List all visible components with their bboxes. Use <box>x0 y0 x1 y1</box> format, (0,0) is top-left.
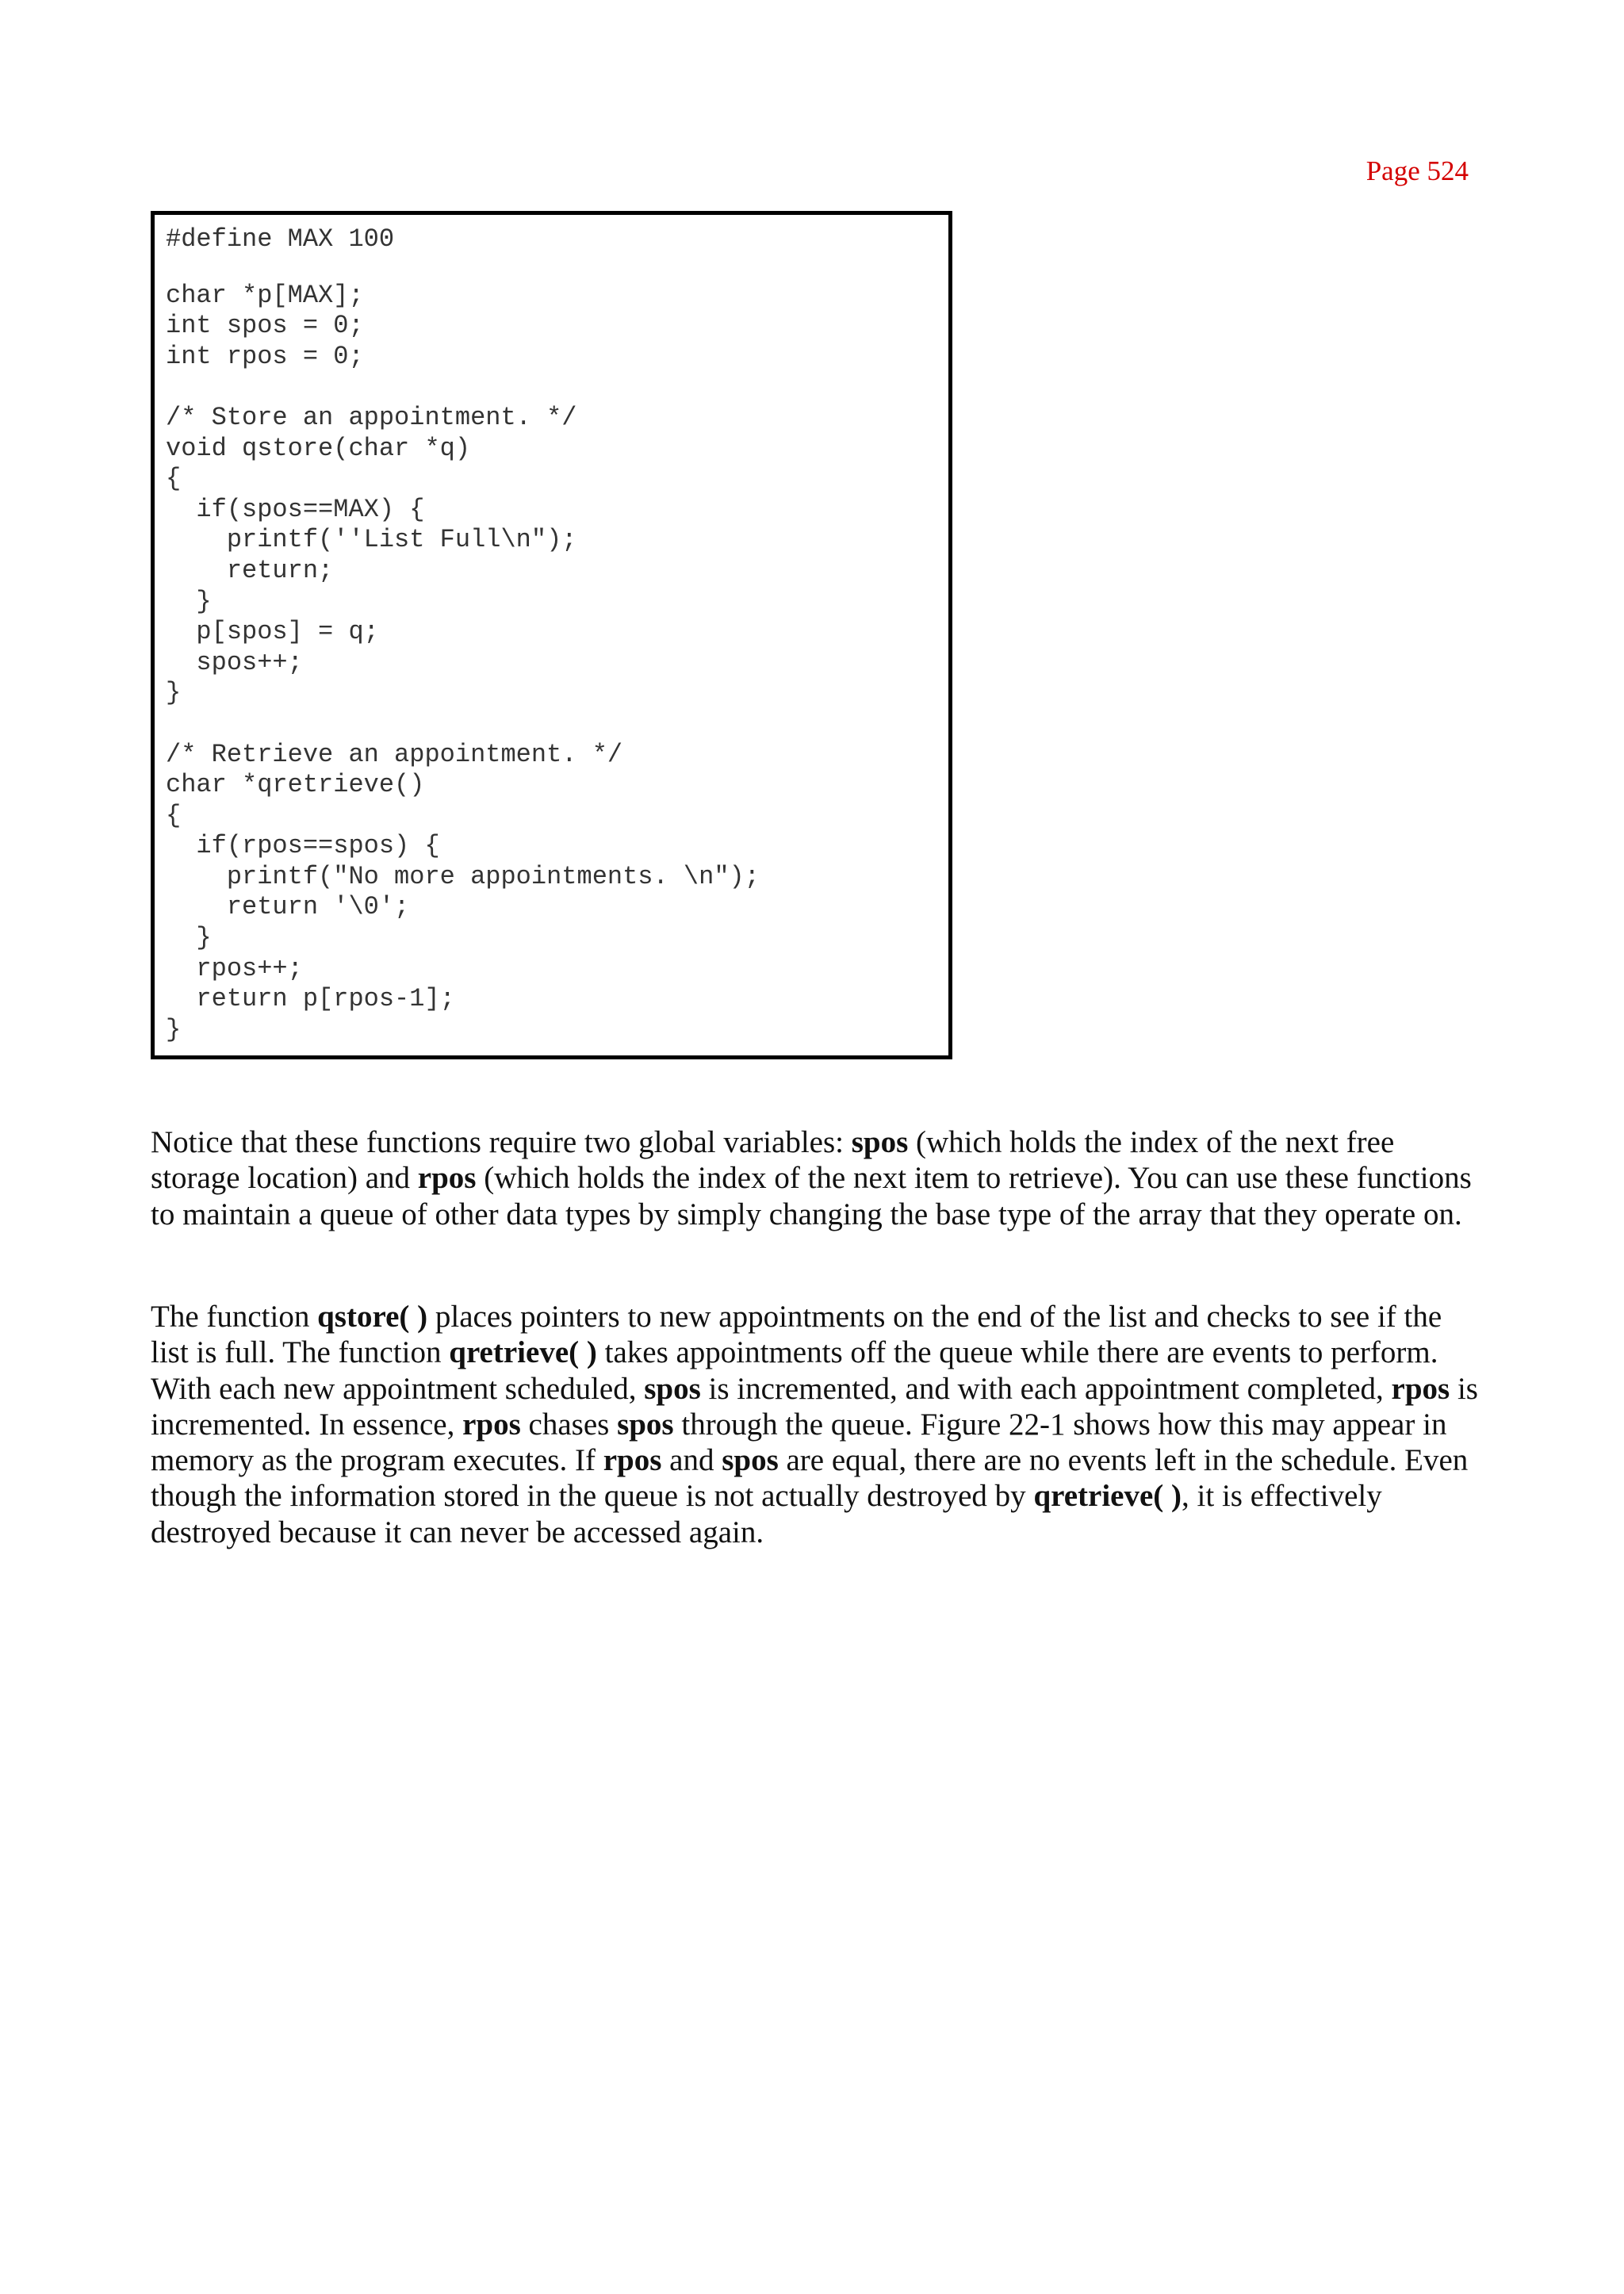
paragraph-text: Notice that these functions require two global variables: <box>151 1125 852 1159</box>
code-line <box>166 372 948 403</box>
code-line <box>166 709 948 740</box>
paragraph-text: and <box>661 1443 722 1478</box>
code-line: printf(''List Full\n"); <box>166 525 577 555</box>
code-line: /* Retrieve an appointment. */ <box>166 739 623 769</box>
code-line: } <box>166 586 212 616</box>
code-line: return; <box>166 555 334 585</box>
code-line: rpos++; <box>166 953 303 983</box>
code-line: return p[rpos-1]; <box>166 984 455 1014</box>
code-line: } <box>166 678 182 708</box>
paragraph-text: is incremented. In essence, <box>151 1371 1478 1442</box>
paragraph-text: (which holds the index of the next item to retrieve). You can use these functions to maintain a queue of other data types by simply changing the base type of the array that they operate on. <box>151 1161 1472 1231</box>
code-line: { <box>166 800 182 830</box>
paragraph-text: places pointers to new appointments on the end of the list and checks to see if the list is full. The function <box>151 1300 1442 1370</box>
code-line: printf("No more appointments. \n"); <box>166 861 760 891</box>
paragraph-text: The function <box>151 1300 318 1334</box>
code-line: } <box>166 1014 182 1044</box>
code-line <box>166 255 948 281</box>
page-number: Page 524 <box>1365 155 1469 186</box>
code-line: if(rpos==spos) { <box>166 831 440 861</box>
function-name: qretrieve( ) <box>1033 1479 1182 1514</box>
variable-name: rpos <box>417 1161 477 1196</box>
paragraph-text: chases <box>520 1407 618 1442</box>
paragraph-text: takes appointments off the queue while there are events to perform. With each new appointment scheduled, <box>151 1335 1438 1406</box>
variable-name: rpos <box>1391 1371 1450 1406</box>
code-line: return '\0'; <box>166 892 410 922</box>
code-line: #define MAX 100 <box>166 224 395 254</box>
paragraph-text: (which holds the index of the next free storage location) and <box>151 1125 1395 1196</box>
code-line: spos++; <box>166 647 303 677</box>
variable-name: rpos <box>603 1443 662 1478</box>
function-name: qretrieve( ) <box>449 1335 597 1370</box>
paragraph-text: through the queue. Figure 22-1 shows how this may appear in memory as the program executes. If <box>151 1407 1447 1478</box>
code-line: char *p[MAX]; <box>166 280 364 310</box>
variable-name: rpos <box>462 1407 521 1442</box>
variable-name: spos <box>722 1443 779 1478</box>
variable-name: spos <box>617 1407 674 1442</box>
paragraph-text: , it is effectively destroyed because it can never be accessed again. <box>151 1479 1382 1549</box>
code-line: } <box>166 923 212 953</box>
code-line: int spos = 0; <box>166 311 364 341</box>
function-name: qstore( ) <box>317 1300 428 1334</box>
code-line: { <box>166 464 182 494</box>
paragraph-text: is incremented, and with each appointment completed, <box>700 1371 1392 1406</box>
code-line: /* Store an appointment. */ <box>166 402 577 432</box>
code-line: void qstore(char *q) <box>166 433 471 463</box>
code-line: char *qretrieve() <box>166 770 425 800</box>
variable-name: spos <box>851 1125 909 1159</box>
code-line: int rpos = 0; <box>166 341 364 371</box>
body-paragraph <box>151 1299 1483 1550</box>
paragraph-text: are equal, there are no events left in the schedule. Even though the information stored in the queue is not actually destroyed by <box>151 1443 1469 1514</box>
code-line: if(spos==MAX) { <box>166 494 425 524</box>
code-listing <box>151 211 952 1059</box>
variable-name: spos <box>644 1371 701 1406</box>
body-paragraph <box>151 1124 1483 1232</box>
code-line: p[spos] = q; <box>166 617 379 647</box>
